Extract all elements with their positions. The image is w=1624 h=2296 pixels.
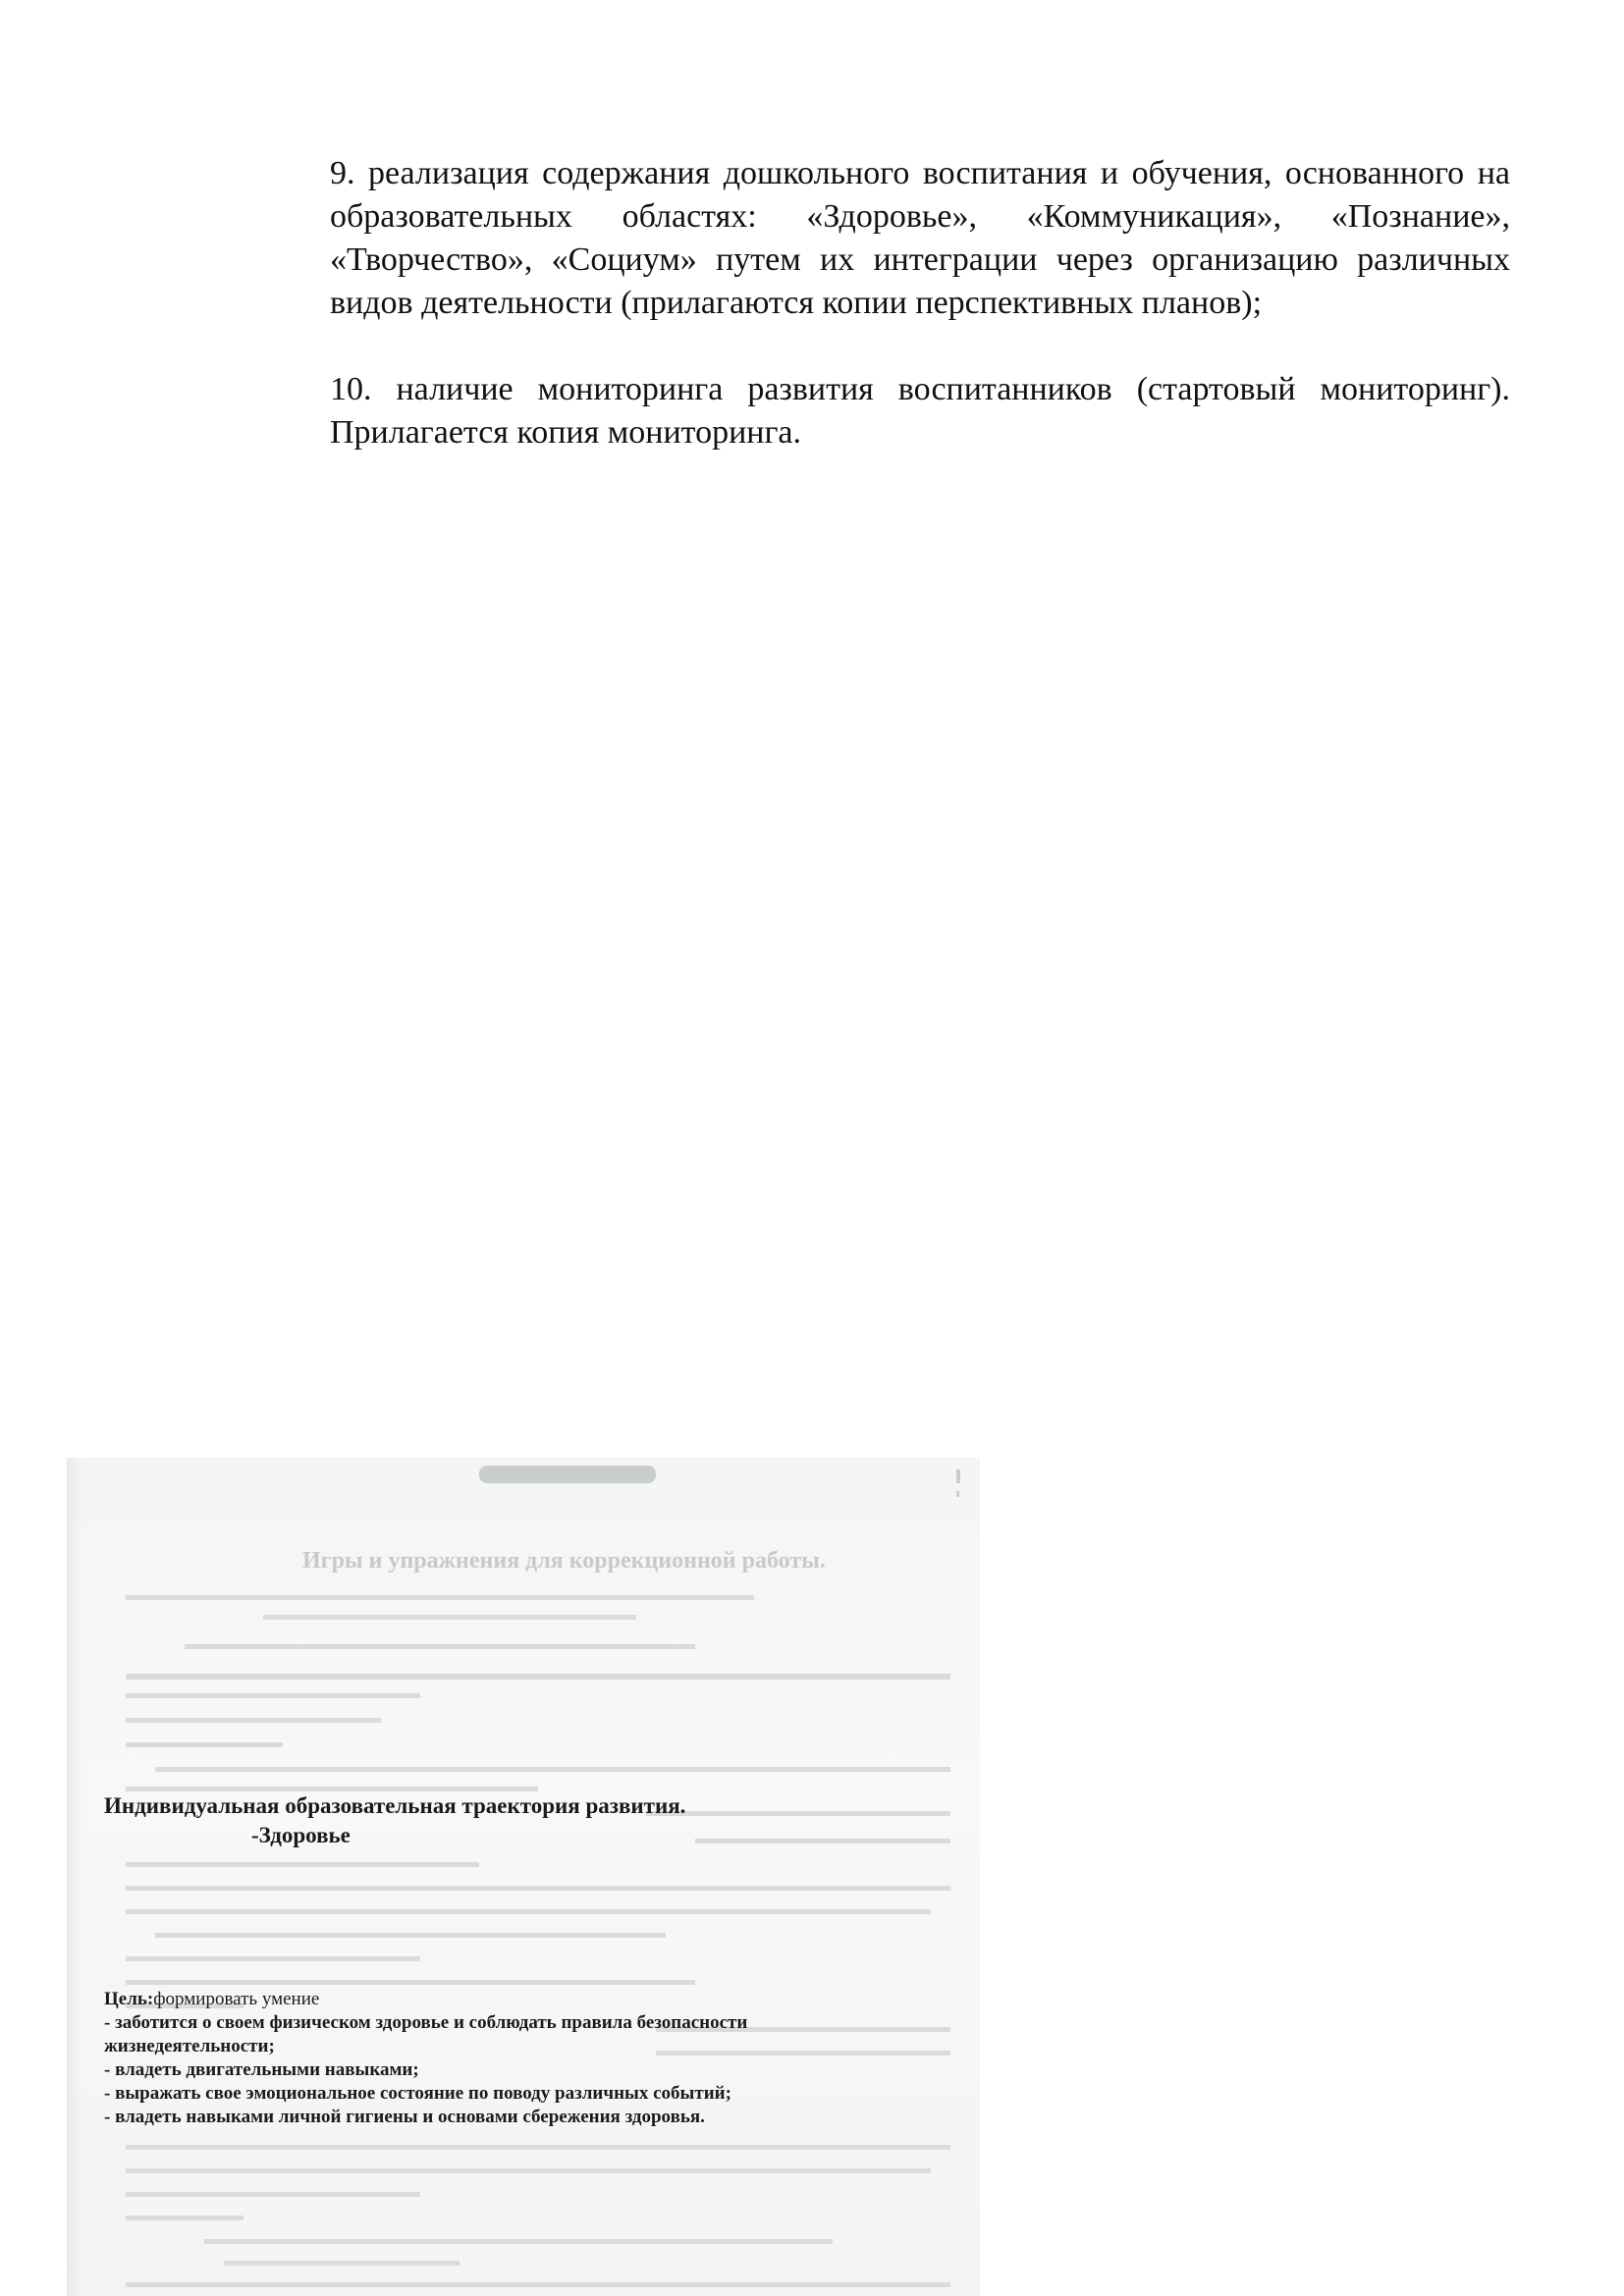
scanned-page-fragment [67, 1458, 980, 2296]
goal-text: формировать умение [153, 1989, 320, 2009]
scan-heading [104, 1791, 685, 1850]
goal-label: Цель: [104, 1989, 154, 2009]
goal-item: - заботится о своем физическом здоровье и соблюдать правила безопасности [104, 2012, 748, 2033]
scan-faded-title: Игры и упражнения для коррекционной работы. [302, 1548, 826, 1574]
typed-text-block [330, 152, 1510, 498]
goal-item: - владеть двигательными навыками; [104, 2059, 419, 2080]
goal-items [104, 2011, 747, 2129]
scan-heading-line2: -Здоровье [251, 1823, 351, 1847]
scan-heading-line1: Индивидуальная образовательная траектория развития. [104, 1793, 686, 1818]
scan-goal-block [104, 1988, 747, 2129]
goal-item: жизнедеятельности; [104, 2036, 275, 2056]
goal-line [104, 1988, 747, 2011]
scan-bleed-through-marks [67, 1458, 980, 2296]
goal-item: - выражать свое эмоциональное состояние по поводу различных событий; [104, 2083, 731, 2104]
list-item-10: 10. наличие мониторинга развития воспитанников (стартовый мониторинг). Прилагается копия мониторинга. [330, 371, 1510, 451]
goal-item: - владеть навыками личной гигиены и основами сбережения здоровья. [104, 2107, 705, 2127]
list-item-9: 9. реализация содержания дошкольного воспитания и обучения, основанного на образовательных областях: «Здоровье», «Коммуникация», «Познание», «Творчество», «Социум» путем их интеграции через организацию различных видов деятельности (прилагаются копии перспективных планов); [330, 155, 1510, 321]
